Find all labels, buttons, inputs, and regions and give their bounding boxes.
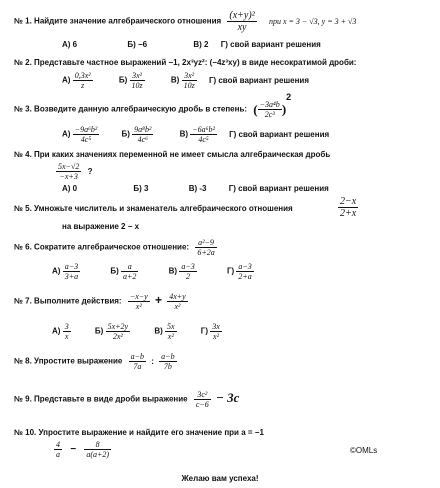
q1-line bbox=[14, 10, 356, 33]
q2-text: № 2. Представьте частное выражений −1, 2x³yz²: (−4z³xy) в виде несократимой дроби: bbox=[14, 58, 357, 67]
q5-text: № 5. Умножьте числитель и знаменатель алгебраического отношения bbox=[14, 204, 293, 213]
q5-line2 bbox=[62, 222, 139, 232]
q8-line: № 8. Упростите выражение $\frac{a-b}{7a}$ : $\frac{a-b}{7b}$ bbox=[14, 352, 175, 371]
q4-option-d: Г) свой вариант решения bbox=[228, 184, 329, 193]
q10-fraction-2: $\frac{8}{a(a+2)}$ bbox=[86, 440, 110, 459]
q10-line bbox=[14, 428, 264, 438]
q4-text: № 4. При каких значениях переменной не имеет смысла алгебраическая дробь bbox=[14, 150, 331, 159]
q1-frac-num: (x+y)² bbox=[229, 10, 255, 21]
q4-fraction: $\frac{5x-√2}{-x+3}$ bbox=[58, 162, 80, 181]
q1-condition: при x = 3 − √3, y = 3 + √3 bbox=[268, 16, 357, 26]
q7-fraction-2: $\frac{4x+y}{\text{x²}}$ bbox=[169, 292, 186, 311]
q7-line: № 7. Выполните действия: $\frac{-x-y}{\text{x²}}$ + $\frac{4x+y}{\text{x²}}$ bbox=[14, 292, 186, 311]
q7-fraction-1: $\frac{-x-y}{\text{x²}}$ bbox=[129, 292, 148, 311]
q4-line bbox=[14, 150, 330, 160]
q3-text: № 3. Возведите данную алгебраическую дробь в степень: bbox=[14, 104, 248, 114]
q3-option-c: В) $\frac{\text{−6a⁶b²}}{\text{4c⁵}}$ bbox=[179, 125, 215, 144]
q1-options bbox=[62, 40, 351, 50]
q7-text: № 7. Выполните действия: bbox=[14, 296, 122, 306]
q6-line bbox=[14, 238, 217, 257]
q1-text: № 1. Найдите значение алгебраического отношения bbox=[14, 16, 222, 26]
q2-option-d: Г) свой вариант решения bbox=[208, 75, 310, 85]
q7-option-d: Г) $\frac{3x}{\text{x²}}$ bbox=[200, 322, 220, 341]
q9-fraction: $\frac{\text{3c²}}{c-6}$ bbox=[195, 390, 209, 409]
q4-option-b: Б) 3 bbox=[133, 184, 149, 193]
q6-option-c: В) $\frac{a-3}{2}$ bbox=[168, 262, 195, 281]
q2-option-a: А) $\frac{\text{0,3x²}}{z}$ bbox=[62, 71, 91, 90]
q8-text: № 8. Упростите выражение bbox=[14, 356, 123, 366]
q6-option-b: Б) $\frac{a}{a+2}$ bbox=[110, 262, 137, 281]
q3-option-b: Б) $\frac{\text{9a⁸b²}}{\text{4c⁶}}$ bbox=[121, 125, 152, 144]
q3-option-a: А) $\frac{\text{−9a⁶b²}}{\text{4c⁵}}$ bbox=[62, 125, 98, 144]
q2-option-b: Б) $\frac{\text{3x²}}{10z}$ bbox=[118, 71, 143, 90]
q7-options bbox=[52, 322, 252, 341]
q3-power: 2 bbox=[286, 92, 292, 102]
q1-option-a: А) 6 bbox=[62, 40, 78, 49]
footer-wish: Желаю вам успеха! bbox=[181, 474, 259, 483]
q1-fraction bbox=[227, 10, 256, 33]
q10-expression: $\frac{4}{a}$ − $\frac{8}{a(a+2)}$ bbox=[56, 440, 110, 459]
q3-line: № 3. Возведите данную алгебраическую дробь в степень: ( $\frac{\text{−3a⁴b}}{\text{2c³}}$ )$^2$ bbox=[14, 92, 292, 120]
q6-fraction: $\frac{\text{a²−9}}{6+2a}$ bbox=[197, 238, 215, 257]
q5-fraction-wrap bbox=[338, 196, 358, 219]
q6-options bbox=[52, 262, 284, 281]
q9-text: № 9. Представьте в виде дроби выражение bbox=[14, 394, 188, 404]
q5-text2: на выражение 2 − x bbox=[62, 222, 140, 231]
q7-option-a: А) $\frac{3}{x}$ bbox=[52, 322, 69, 341]
q2-line bbox=[14, 58, 356, 68]
q3-fraction: $\frac{\text{−3a⁴b}}{\text{2c³}}$ bbox=[259, 100, 280, 120]
q7-option-c: В) $\frac{5x}{\text{x²}}$ bbox=[154, 322, 175, 341]
q6-option-a: А) $\frac{a-3}{3+a}$ bbox=[52, 262, 79, 281]
q5-fraction: $\frac{2-x}{2+x}$ bbox=[340, 196, 357, 219]
q4-options bbox=[62, 184, 359, 194]
q4-option-a: А) 0 bbox=[62, 184, 78, 193]
q3-options bbox=[62, 125, 359, 144]
q1-option-c: В) 2 bbox=[193, 40, 209, 49]
q5-line bbox=[14, 204, 293, 214]
q1-frac-den: xy bbox=[237, 22, 247, 33]
q10-fraction-1: $\frac{4}{a}$ bbox=[56, 440, 60, 459]
q2-option-c: В) $\frac{\text{3x²}}{10z}$ bbox=[170, 71, 195, 90]
q9-line bbox=[14, 390, 239, 409]
q4-option-c: В) -3 bbox=[188, 184, 207, 193]
q1-option-b: Б) −6 bbox=[127, 40, 148, 49]
q4-fraction-line: $\frac{5x-√2}{-x+3}$ ? bbox=[58, 162, 93, 181]
q7-option-b: Б) $\frac{5x+2y}{\text{2x²}}$ bbox=[94, 322, 129, 341]
q8-fraction-1: $\frac{a-b}{7a}$ bbox=[130, 352, 145, 371]
q1-option-d: Г) свой вариант решения bbox=[220, 40, 321, 49]
q6-option-d: Г) $\frac{a-3}{2+a}$ bbox=[226, 262, 252, 281]
q10-text: № 10. Упростите выражение и найдите его значение при a = −1 bbox=[14, 428, 264, 437]
q8-fraction-2: $\frac{a-b}{7b}$ bbox=[161, 352, 175, 371]
q3-option-d: Г) свой вариант решения bbox=[229, 129, 330, 139]
copyright-mark: ©OMLs bbox=[350, 446, 378, 455]
q2-options bbox=[62, 71, 339, 90]
q6-text: № 6. Сократите алгебраическое отношение: bbox=[14, 242, 190, 252]
q9-minus-term: − 3c bbox=[216, 389, 240, 405]
